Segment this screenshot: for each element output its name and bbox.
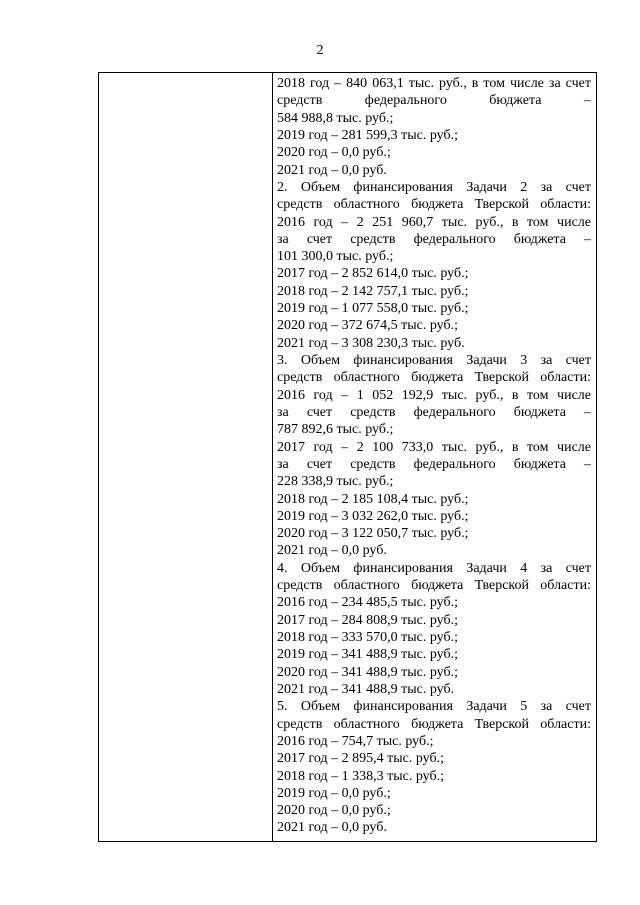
text-line: 787 892,6 тыс. руб.; bbox=[277, 422, 394, 438]
text-line: 2018 год – 2 142 757,1 тыс. руб.; bbox=[277, 283, 469, 299]
text-line: средств областного бюджета Тверской области: bbox=[277, 578, 591, 594]
text-line: 2021 год – 341 488,9 тыс. руб. bbox=[277, 681, 455, 697]
text-line: 3. Объем финансирования Задачи 3 за счет bbox=[277, 353, 591, 368]
text-line: 584 988,8 тыс. руб.; bbox=[277, 110, 394, 126]
text-line: 2019 год – 1 077 558,0 тыс. руб.; bbox=[277, 301, 469, 317]
text-line: 2016 год – 234 485,5 тыс. руб.; bbox=[277, 595, 458, 611]
text-line: 2016 год – 1 052 192,9 тыс. руб., в том числе bbox=[277, 387, 591, 403]
text-line: 2020 год – 0,0 руб.; bbox=[277, 145, 391, 161]
text-line: 2021 год – 0,0 руб. bbox=[277, 820, 387, 836]
table-cell-left-empty bbox=[99, 73, 273, 842]
text-line: 2018 год – 1 338,3 тыс. руб.; bbox=[277, 768, 444, 784]
text-line: 2. Объем финансирования Задачи 2 за счет bbox=[277, 179, 591, 195]
text-line: 2020 год – 3 122 050,7 тыс. руб.; bbox=[277, 526, 469, 542]
text-line: 2016 год – 754,7 тыс. руб.; bbox=[277, 733, 434, 749]
text-line: 2017 год – 284 808,9 тыс. руб.; bbox=[277, 612, 458, 628]
text-line: 2019 год – 341 488,9 тыс. руб.; bbox=[277, 647, 458, 663]
page-number: 2 bbox=[316, 43, 324, 58]
text-line: 2016 год – 2 251 960,7 тыс. руб., в том числе bbox=[277, 214, 591, 230]
text-line: средств областного бюджета Тверской области: bbox=[277, 370, 591, 386]
text-line: 5. Объем финансирования Задачи 5 за счет bbox=[277, 699, 591, 715]
funding-table bbox=[98, 72, 597, 842]
text-line: за счет средств федерального бюджета – bbox=[277, 404, 591, 420]
text-line: 2018 год – 333 570,0 тыс. руб.; bbox=[277, 630, 458, 645]
text-line: 4. Объем финансирования Задачи 4 за счет bbox=[277, 560, 591, 576]
text-line: 2019 год – 3 032 262,0 тыс. руб.; bbox=[277, 508, 469, 524]
text-line: 2017 год – 2 100 733,0 тыс. руб., в том числе bbox=[277, 439, 591, 455]
text-line: 2020 год – 372 674,5 тыс. руб.; bbox=[277, 318, 458, 334]
funding-text-block bbox=[273, 73, 596, 841]
table-row bbox=[99, 73, 597, 842]
text-line: 2021 год – 3 308 230,3 тыс. руб. bbox=[277, 335, 465, 351]
table-cell-right bbox=[273, 73, 597, 842]
text-line: средств федерального бюджета – bbox=[277, 93, 591, 109]
text-line: средств областного бюджета Тверской области: bbox=[277, 716, 591, 732]
text-line: средств областного бюджета Тверской области: bbox=[277, 197, 591, 213]
text-line: 2019 год – 0,0 руб.; bbox=[277, 785, 391, 801]
text-line: 2018 год – 2 185 108,4 тыс. руб.; bbox=[277, 491, 469, 507]
text-line: 2020 год – 0,0 руб.; bbox=[277, 803, 391, 819]
text-line: 2021 год – 0,0 руб. bbox=[277, 162, 387, 178]
text-line: 2017 год – 2 895,4 тыс. руб.; bbox=[277, 751, 444, 767]
text-line: 101 300,0 тыс. руб.; bbox=[277, 249, 394, 265]
text-line: за счет средств федерального бюджета – bbox=[277, 231, 591, 247]
text-line: за счет средств федерального бюджета – bbox=[277, 456, 591, 472]
text-line: 2017 год – 2 852 614,0 тыс. руб.; bbox=[277, 266, 469, 282]
text-line: 2018 год – 840 063,1 тыс. руб., в том числе за счет bbox=[277, 76, 591, 91]
text-line: 2021 год – 0,0 руб. bbox=[277, 543, 387, 559]
text-line: 2019 год – 281 599,3 тыс. руб.; bbox=[277, 127, 458, 143]
text-line: 228 338,9 тыс. руб.; bbox=[277, 474, 394, 490]
text-line: 2020 год – 341 488,9 тыс. руб.; bbox=[277, 664, 458, 680]
